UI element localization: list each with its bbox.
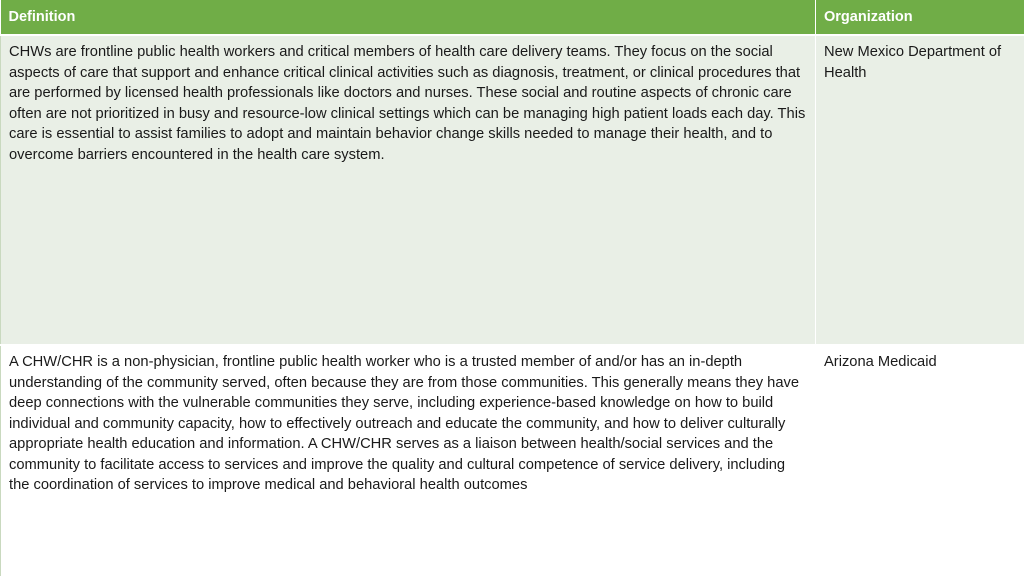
organization-cell: Arizona Medicaid [816,345,1024,576]
table-header-row [1,0,1024,35]
table-row [1,35,1024,345]
header-organization: Organization [816,0,1024,35]
organization-cell: New Mexico Department of Health [816,35,1024,345]
table-row [1,345,1024,576]
definition-cell: A CHW/CHR is a non-physician, frontline public health worker who is a trusted member of and/or has an in-depth understanding of the community served, often because they are from those communities. This generally means they have deep connections with the vulnerable communities they serve, including experience-based knowledge on how to build individual and community capacity, how to effectively outreach and educate the community, and how to deliver culturally appropriate health education and information. A CHW/CHR serves as a liaison between health/social services and the community to facilitate access to services and improve the quality and cultural competence of service delivery, including the coordination of services to improve medical and behavioral health outcomes [1,345,816,576]
definition-cell: CHWs are frontline public health workers and critical members of health care delivery teams. They focus on the social aspects of care that support and enhance critical clinical activities such as diagnosis, treatment, or clinical procedures that are performed by licensed health professionals like doctors and nurses. These social and routine aspects of chronic care often are not prioritized in busy and resource-low clinical settings which can be managing high patient loads each day. This care is essential to assist families to adopt and maintain behavior change skills needed to manage their health, and to overcome barriers encountered in the health care system. [1,35,816,345]
header-definition: Definition [1,0,816,35]
